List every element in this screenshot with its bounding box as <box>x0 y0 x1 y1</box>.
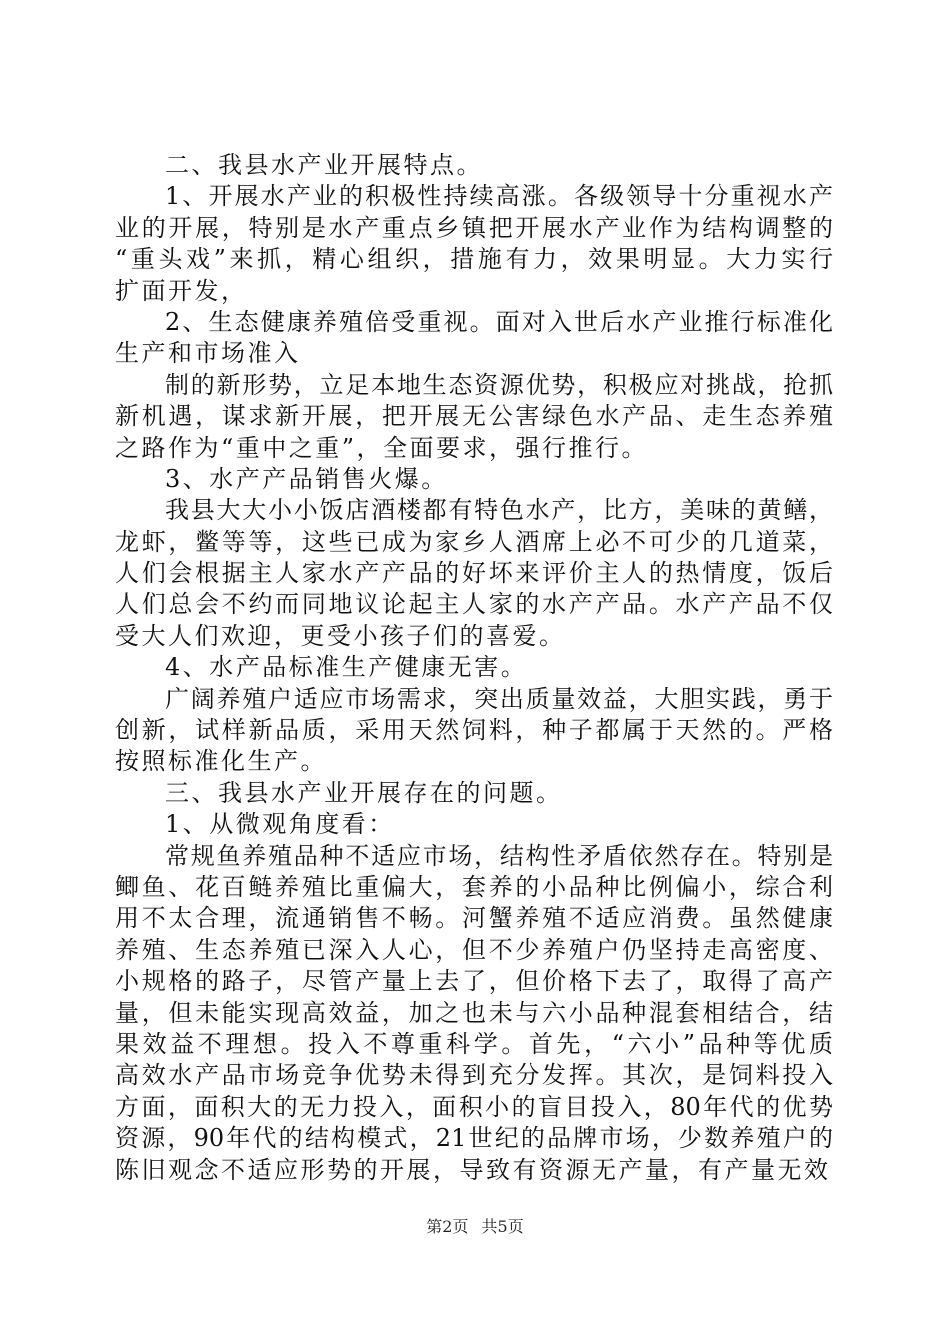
text-line: 鲫鱼、花百鲢养殖比重偏大，套养的小品种比例偏小，综合利 <box>115 872 833 901</box>
text-line: 养殖、生态养殖已深入人心，但不少养殖户仍坚持走高密度、 <box>115 935 833 964</box>
text-line: 业的开展，特别是水产重点乡镇把开展水产业作为结构调整的 <box>115 213 833 242</box>
text-line: 人们会根据主人家水产产品的好坏来评价主人的热情度，饭后 <box>115 559 833 588</box>
paragraph <box>115 809 833 840</box>
text-line: 2、生态健康养殖倍受重视。面对入世后水产业推行标准化 <box>165 307 833 336</box>
text-line: 我县大大小小饭店酒楼都有特色水产，比方，美味的黄鳝， <box>165 496 833 525</box>
text-line: 方面，面积大的无力投入，面积小的盲目投入，80年代的优势 <box>115 1092 833 1121</box>
text-line: 小规格的路子，尽管产量上去了，但价格下去了，取得了高产 <box>115 967 833 996</box>
text-line: 三、我县水产业开展存在的问题。 <box>165 778 563 807</box>
text-line: 用不太合理，流通销售不畅。河蟹养殖不适应消费。虽然健康 <box>115 904 833 933</box>
text-line: 4、水产品标准生产健康无害。 <box>165 653 528 682</box>
text-line: 人们总会不约而同地议论起主人家的水产产品。水产产品不仅 <box>115 590 833 619</box>
text-line: 按照标准化生产。 <box>115 747 327 776</box>
paragraph <box>115 307 833 370</box>
paragraph <box>115 841 833 1186</box>
text-line: 量，但未能实现高效益，加之也未与六小品种混套相结合，结 <box>115 998 833 1027</box>
paragraph <box>115 652 833 683</box>
paragraph <box>115 181 833 307</box>
text-line: 受大人们欢迎，更受小孩子们的喜爱。 <box>115 621 566 650</box>
text-line: 资源，90年代的结构模式，21世纪的品牌市场，少数养殖户的 <box>115 1124 833 1153</box>
text-line: 创新，试样新品质，采用天然饲料，种子都属于天然的。严格 <box>115 716 833 745</box>
text-line: 扩面开发， <box>115 276 248 305</box>
text-line: “重头戏”来抓，精心组织，措施有力，效果明显。大力实行 <box>115 245 833 274</box>
text-line: 广阔养殖户适应市场需求，突出质量效益，大胆实践，勇于 <box>165 684 833 713</box>
page-total: 共5页 <box>481 1217 524 1236</box>
paragraph <box>115 495 833 652</box>
text-line: 果效益不理想。投入不尊重科学。首先，“六小”品种等优质 <box>115 1029 833 1058</box>
text-line: 制的新形势，立足本地生态资源优势，积极应对挑战，抢抓 <box>165 370 833 399</box>
text-line: 新机遇，谋求新开展，把开展无公害绿色水产品、走生态养殖 <box>115 402 833 431</box>
text-line: 高效水产品市场竞争优势未得到充分发挥。其次，是饲料投入 <box>115 1061 833 1090</box>
paragraph <box>115 150 833 181</box>
document-body <box>115 150 833 1186</box>
text-line: 1、开展水产业的积极性持续高涨。各级领导十分重视水产 <box>165 182 833 211</box>
text-line: 1、从微观角度看： <box>165 810 395 839</box>
text-line: 陈旧观念不适应形势的开展，导致有资源无产量，有产量无效 <box>115 1155 831 1184</box>
text-line: 龙虾，鳖等等，这些已成为家乡人酒席上必不可少的几道菜， <box>115 527 833 556</box>
text-line: 常规鱼养殖品种不适应市场，结构性矛盾依然存在。特别是 <box>165 841 833 870</box>
text-line: 生产和市场准入 <box>115 339 301 368</box>
paragraph <box>115 684 833 778</box>
page-number: 第2页 <box>426 1217 469 1236</box>
paragraph <box>115 370 833 464</box>
text-line: 3、水产产品销售火爆。 <box>165 464 448 493</box>
paragraph <box>115 464 833 495</box>
text-line: 二、我县水产业开展特点。 <box>165 151 483 179</box>
page-footer <box>0 1214 950 1237</box>
text-line: 之路作为“重中之重”，全面要求，强行推行。 <box>115 433 649 462</box>
paragraph <box>115 778 833 809</box>
